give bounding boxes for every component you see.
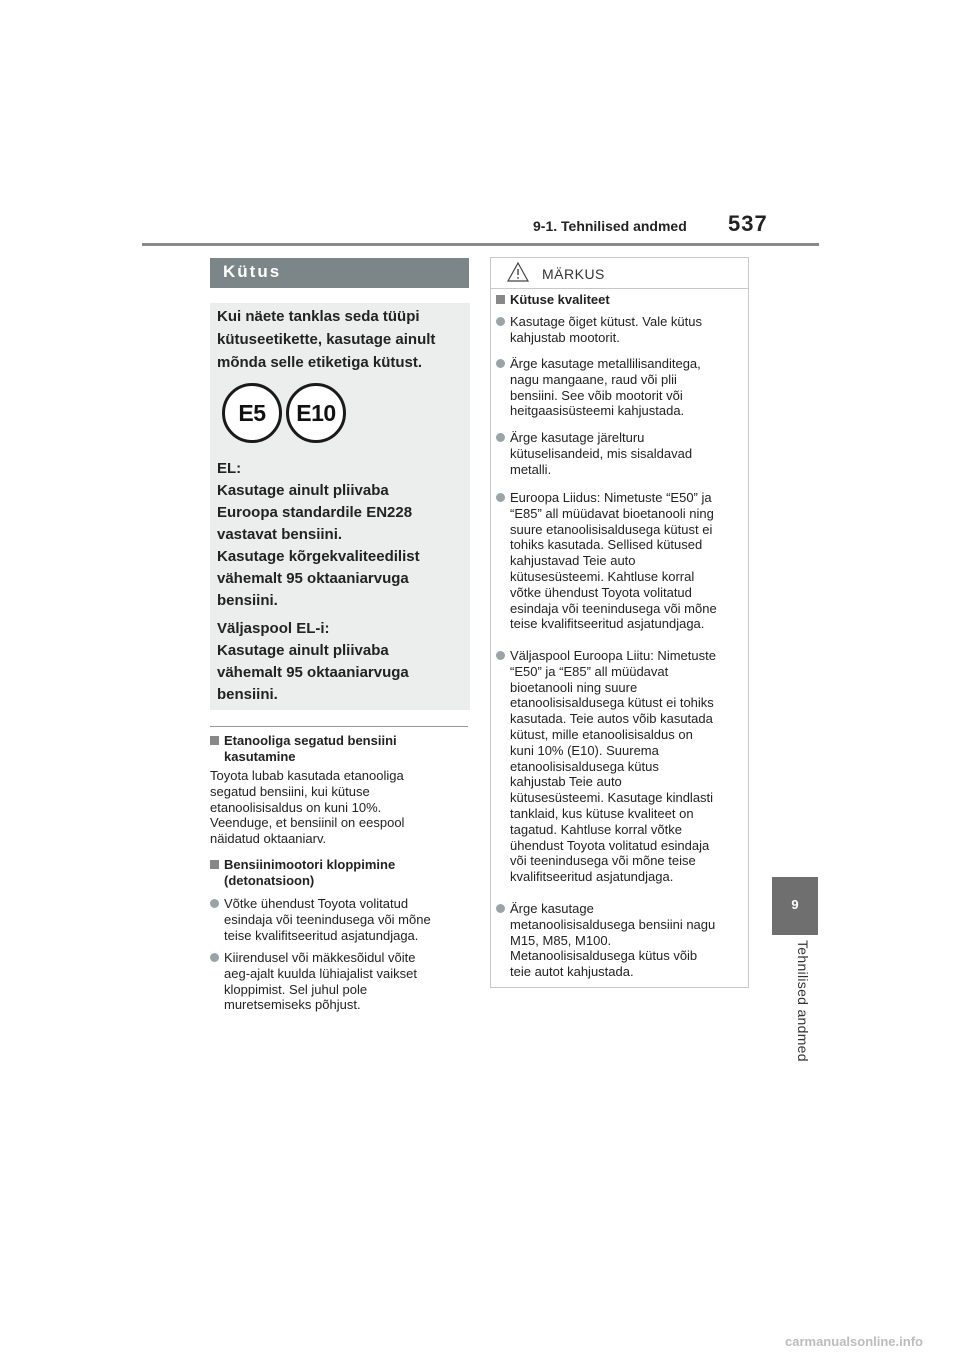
notice-line: tohiks kasutada. Sellised kütused: [510, 537, 703, 553]
ethanol-heading-line: kasutamine: [224, 748, 296, 764]
notice-line: “E85” all müüdavat bioetanooli ning: [510, 505, 714, 521]
notice-box: [490, 257, 749, 988]
notice-line: M15, M85, M100.: [510, 932, 612, 948]
non-eu-line: bensiini.: [217, 686, 278, 703]
eu-line: bensiini.: [217, 592, 278, 609]
round-bullet-icon: [210, 899, 219, 908]
notice-line: heitgaasisüsteemi kahjustada.: [510, 403, 685, 419]
notice-heading-text: Kütuse kvaliteet: [510, 292, 610, 307]
notice-line: esindaja või teenindusega või mõne: [510, 600, 717, 616]
round-bullet-icon: [496, 433, 505, 442]
notice-heading: [496, 292, 746, 308]
notice-line: teie autot kahjustada.: [510, 964, 634, 980]
notice-line: etanoolisisaldusega kütust ei tohiks: [510, 695, 714, 711]
non-eu-line: Väljaspool EL-i:: [217, 620, 330, 637]
fuel-box-line: kütuseetikette, kasutage ainult: [217, 331, 436, 348]
notice-line: nagu mangaane, raud või plii: [510, 371, 677, 387]
notice-line: kütusesüsteemi. Kasutage kindlasti: [510, 790, 714, 806]
chapter-label: Tehnilised andmed: [795, 940, 811, 1062]
eu-line: vähemalt 95 oktaaniarvuga: [217, 570, 409, 587]
notice-line: bioetanooli ning suure: [510, 679, 638, 695]
e5-fuel-label-icon: E5: [222, 383, 282, 443]
notice-line: kütuselisandeid, mis sisaldavad: [510, 445, 693, 461]
ethanol-body-line: etanoolisisaldus on kuni 10%.: [210, 799, 382, 815]
notice-line: tagatud. Kahtluse korral võtke: [510, 821, 682, 837]
notice-line: Euroopa Liidus: Nimetuste “E50” ja: [510, 490, 712, 505]
notice-item: [496, 314, 746, 346]
notice-line: etanoolisisaldusega kütus: [510, 758, 659, 774]
square-bullet-icon: [210, 860, 219, 869]
knock-item-line: muretsemiseks põhjust.: [224, 997, 361, 1013]
fuel-box-line: Kui näete tanklas seda tüüpi: [217, 308, 420, 325]
notice-line: teise kvalifitseeritud asjatundjaga.: [510, 616, 705, 632]
notice-line: kahjustavad Teie auto: [510, 553, 636, 569]
square-bullet-icon: [210, 736, 219, 745]
notice-line: metalli.: [510, 461, 552, 477]
knock-item-line: esindaja või teenindusega või mõne: [224, 911, 431, 927]
non-eu-line: vähemalt 95 oktaaniarvuga: [217, 664, 409, 681]
knock-heading: [210, 857, 470, 889]
header-rule: [142, 243, 819, 246]
notice-line: või teenindusega või mõne teise: [510, 853, 696, 869]
notice-line: “E50” ja “E85” all müüdavat: [510, 663, 669, 679]
knock-item-line: kloppimist. Sel juhul pole: [224, 981, 368, 997]
page-number: 537: [728, 211, 768, 236]
eu-line: EL:: [217, 460, 242, 477]
knock-item: [210, 950, 470, 1013]
eu-line: Euroopa standardile EN228: [217, 504, 413, 521]
chapter-number: 9: [791, 897, 799, 912]
ethanol-heading: [210, 733, 470, 765]
notice-line: suure etanoolisisaldusega kütust ei: [510, 521, 713, 537]
round-bullet-icon: [496, 651, 505, 660]
square-bullet-icon: [496, 295, 505, 304]
notice-line: kuni 10% (E10). Suurema: [510, 742, 659, 758]
warning-icon: [507, 262, 529, 282]
e10-fuel-label-icon: E10: [286, 383, 346, 443]
eu-line: vastavat bensiini.: [217, 526, 343, 543]
watermark: carmanualsonline.info: [785, 1334, 923, 1349]
knock-item-line: Kiirendusel või mäkkesõidul võite: [224, 950, 416, 965]
notice-line: kütusesüsteemi. Kahtluse korral: [510, 568, 695, 584]
eu-line: Kasutage kõrgekvaliteedilist: [217, 548, 420, 565]
knock-heading-line: Bensiinimootori kloppimine: [224, 857, 396, 872]
notice-line: Ärge kasutage järelturu: [510, 430, 645, 445]
notice-line: Ärge kasutage metallilisanditega,: [510, 356, 701, 371]
notice-line: võtke ühendust Toyota volitatud: [510, 584, 692, 600]
notice-line: kvalifitseeritud asjatundjaga.: [510, 869, 674, 885]
ethanol-body-line: Veenduge, et bensiinil on eespool: [210, 815, 405, 831]
fuel-section-header: [210, 258, 469, 288]
ethanol-body-line: näidatud oktaaniarv.: [210, 831, 327, 847]
fuel-section-title: Kütus: [223, 262, 282, 281]
section-divider: [210, 726, 468, 727]
section-reference: 9-1. Tehnilised andmed: [533, 218, 687, 234]
non-eu-line: Kasutage ainult pliivaba: [217, 642, 389, 659]
notice-item: [496, 430, 746, 477]
notice-header: [491, 258, 748, 289]
ethanol-body-line: Toyota lubab kasutada etanooliga: [210, 768, 404, 783]
notice-title: MÄRKUS: [542, 266, 605, 282]
ethanol-body: [210, 768, 470, 847]
chapter-tab: [772, 877, 818, 935]
notice-item: [496, 901, 746, 980]
notice-line: Kasutage õiget kütust. Vale kütus: [510, 314, 702, 329]
ethanol-heading-line: Etanooliga segatud bensiini: [224, 733, 397, 748]
notice-line: bensiini. See võib mootorit või: [510, 387, 683, 403]
notice-line: Ärge kasutage: [510, 901, 594, 916]
round-bullet-icon: [496, 359, 505, 368]
notice-line: kahjustab mootorit.: [510, 329, 620, 345]
round-bullet-icon: [496, 317, 505, 326]
fuel-box-line: mõnda selle etiketiga kütust.: [217, 354, 423, 371]
knock-item-line: Võtke ühendust Toyota volitatud: [224, 896, 409, 911]
knock-item-line: teise kvalifitseeritud asjatundjaga.: [224, 927, 419, 943]
fuel-label-box: [210, 303, 470, 710]
notice-line: Metanoolisisaldusega kütus võib: [510, 948, 698, 964]
notice-line: kahjustab Teie auto: [510, 774, 622, 790]
notice-line: kütust, mille etanoolisisaldus on: [510, 726, 693, 742]
knock-heading-line: (detonatsioon): [224, 872, 315, 888]
notice-line: Väljaspool Euroopa Liitu: Nimetuste: [510, 648, 716, 663]
notice-line: ühendust Toyota volitatud esindaja: [510, 837, 710, 853]
notice-item: [496, 490, 746, 632]
round-bullet-icon: [496, 493, 505, 502]
eu-line: Kasutage ainult pliivaba: [217, 482, 389, 499]
notice-line: tanklaid, kus kütuse kvaliteet on: [510, 805, 694, 821]
notice-item: [496, 648, 746, 885]
knock-item: [210, 896, 470, 943]
notice-line: metanoolisisaldusega bensiini nagu: [510, 916, 716, 932]
knock-item-line: aeg-ajalt kuulda lühiajalist vaikset: [224, 965, 417, 981]
round-bullet-icon: [496, 904, 505, 913]
round-bullet-icon: [210, 953, 219, 962]
notice-line: kasutada. Teie autos võib kasutada: [510, 711, 713, 727]
ethanol-body-line: segatud bensiini, kui kütuse: [210, 783, 370, 799]
notice-item: [496, 356, 746, 419]
